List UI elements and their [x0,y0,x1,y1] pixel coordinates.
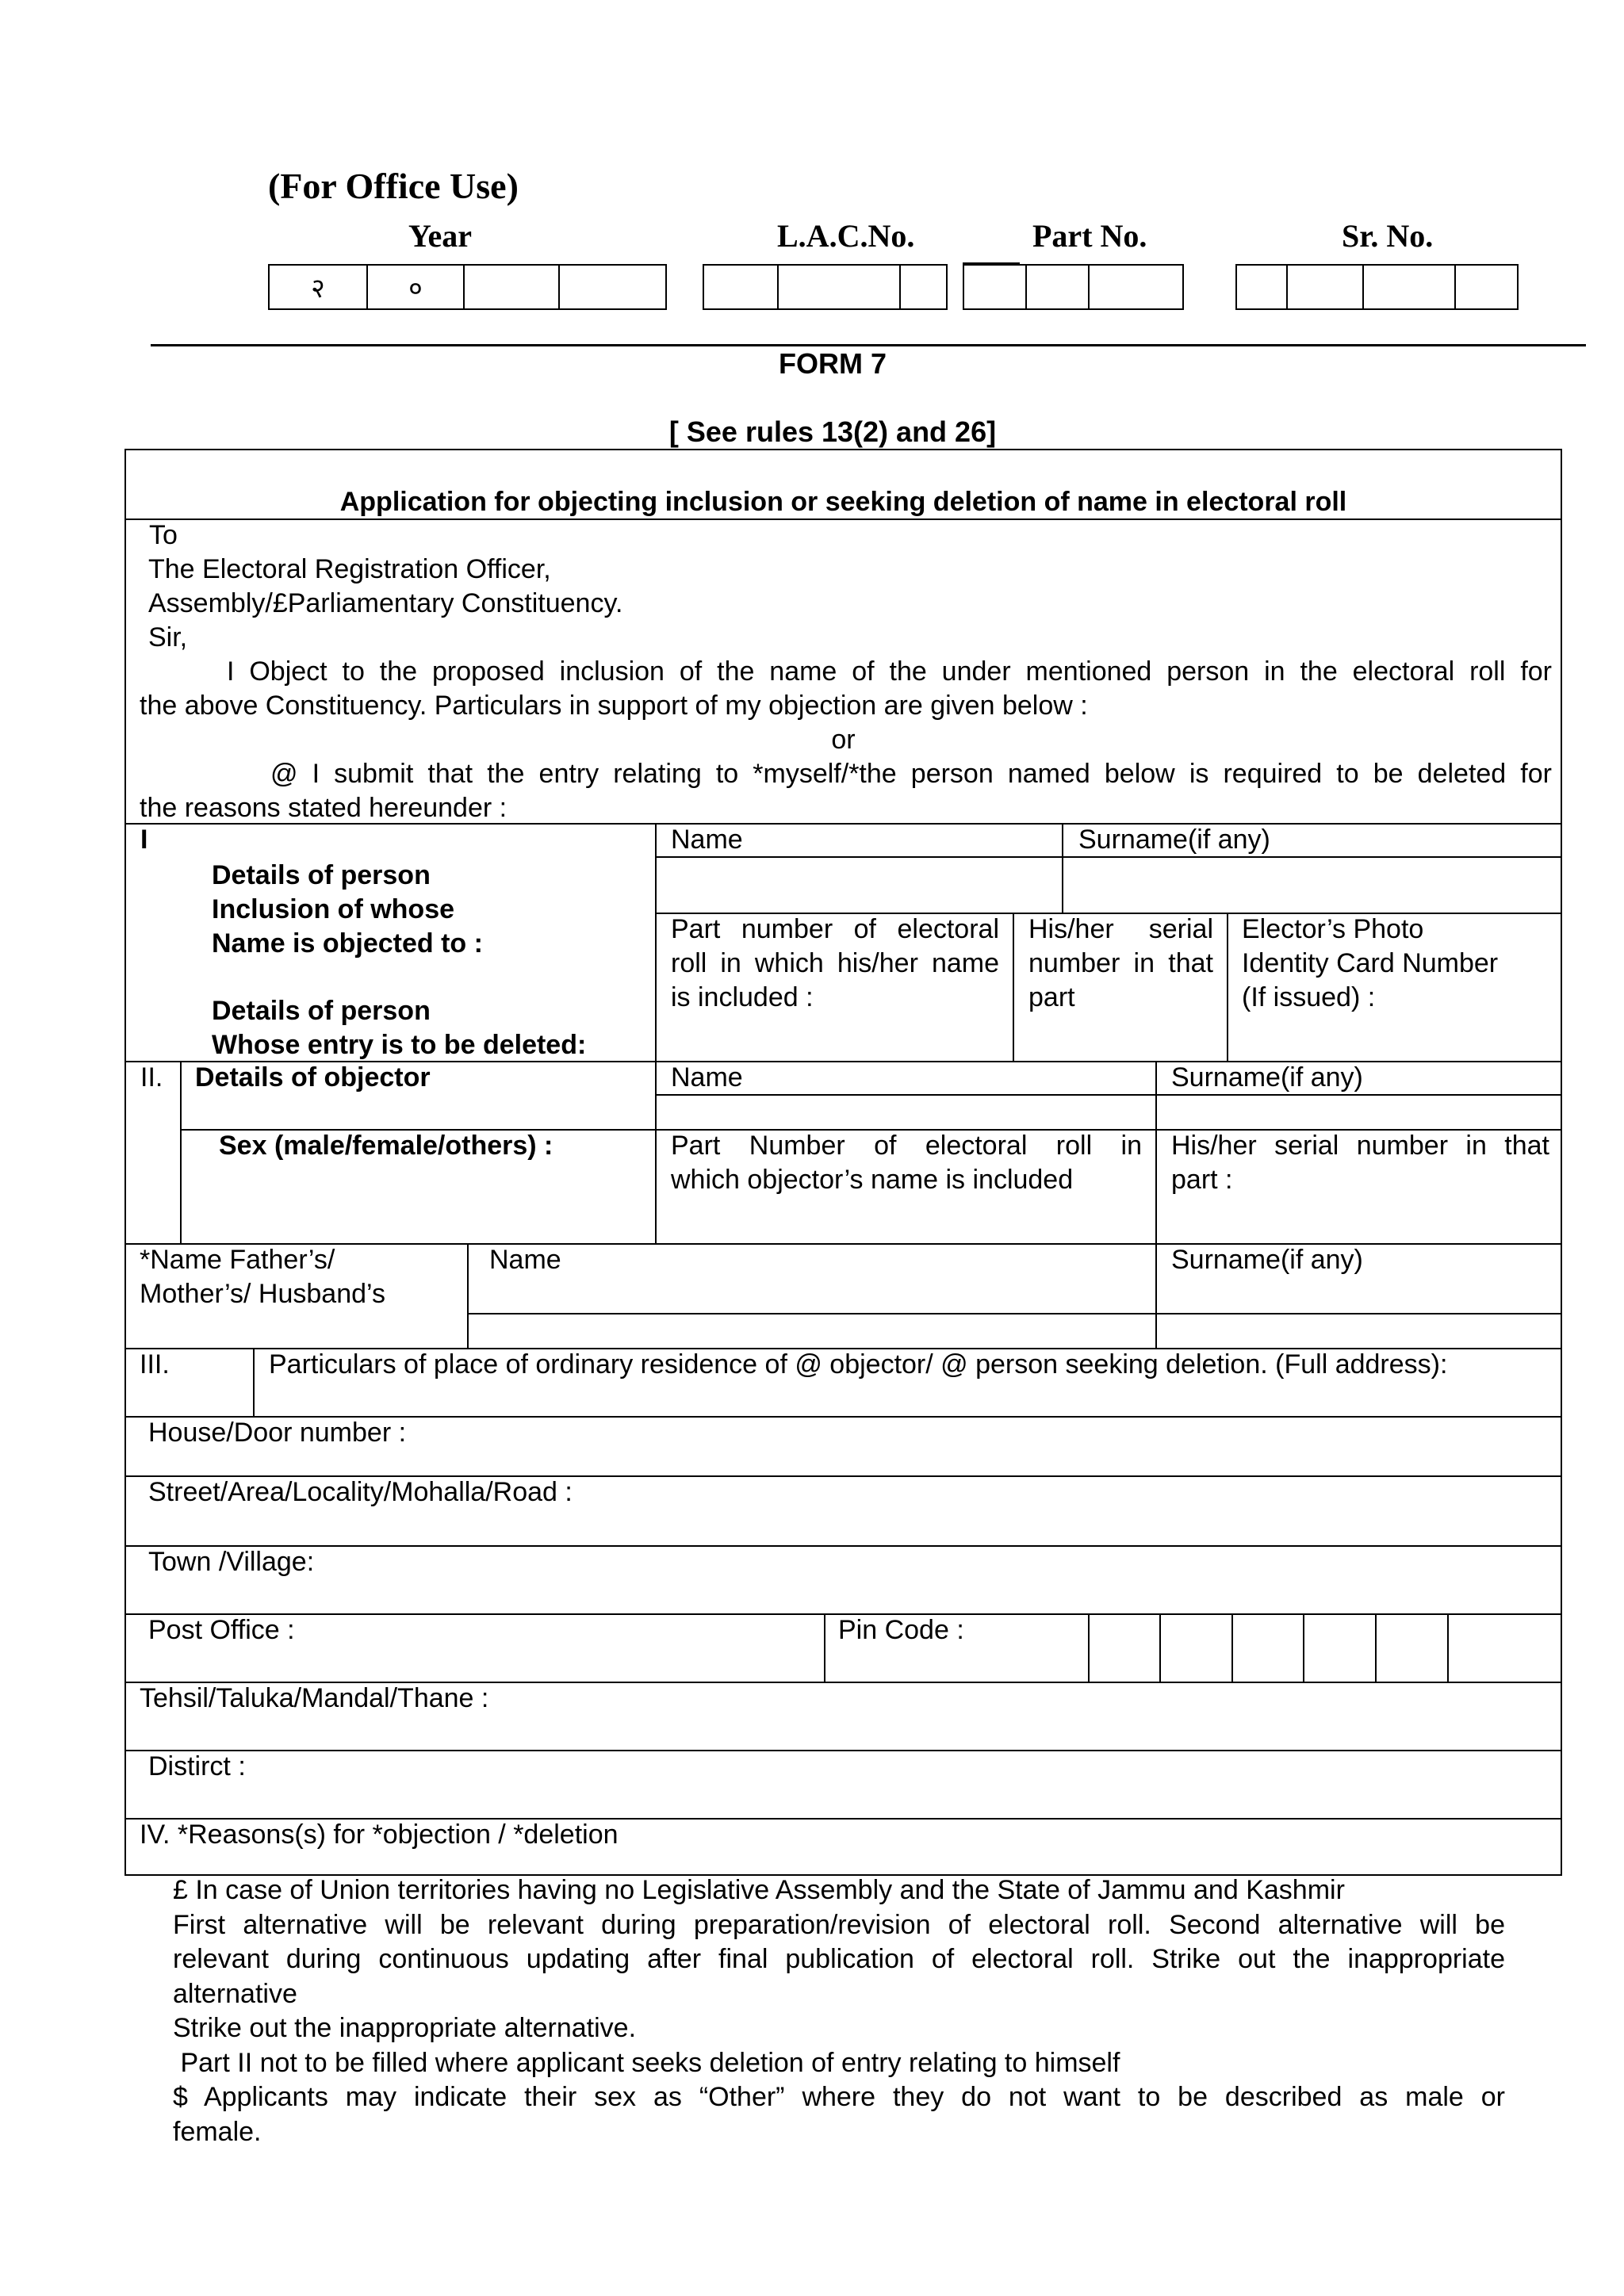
lac-digit-box[interactable] [779,266,901,308]
rules-reference: [ See rules 13(2) and 26] [668,415,997,448]
relative-label-cont: Mother’s/ Husband’s [140,1279,385,1309]
header-divider [151,344,1586,346]
office-use-title: (For Office Use) [268,166,519,206]
lac-digit-box[interactable] [704,266,779,308]
rule-line [126,1750,1561,1751]
form-number: FORM 7 [778,347,887,380]
section-1-numeral: I [140,825,148,855]
officer-label: The Electoral Registration Officer, [148,554,551,584]
objection-statement: I Object to the proposed inclusion of the name of the under mentioned person in the electoral roll for [227,656,1552,687]
col-line [180,1061,182,1190]
relative-name-field[interactable] [469,1314,1154,1346]
section-1-label: Details of person [212,996,431,1026]
deletion-statement-cont: the reasons stated hereunder : [140,793,508,823]
serial-digit-box[interactable] [1456,266,1517,308]
objector-name-label: Name [671,1062,743,1093]
person-surname-label: Surname(if any) [1078,825,1270,855]
part-number-label[interactable]: Part number of electoral roll in which his/her name is included : [671,914,999,1012]
town-village-label[interactable]: Town /Village: [148,1547,315,1577]
objector-surname-field[interactable] [1157,1096,1559,1127]
section-1-label: Whose entry is to be deleted: [212,1030,587,1060]
form-table [124,449,1562,1876]
footnote-line: Part II not to be filled where applicant seeks deletion of entry relating to himself [173,2047,1120,2078]
objector-part-label-cont: which objector’s name is included [671,1165,1074,1195]
footnotes [173,1873,1505,2149]
objector-serial-label-cont: part : [1171,1165,1233,1195]
serial-number-boxes[interactable] [1235,264,1519,310]
relative-surname-field[interactable] [1157,1314,1559,1346]
serial-number-label[interactable]: His/her serial number in that part [1028,914,1213,1012]
col-line [824,1613,825,1682]
year-digit-box: २ [270,266,368,308]
salutation: Sir, [148,622,188,652]
person-name-label: Name [671,825,743,855]
street-label[interactable]: Street/Area/Locality/Mohalla/Road : [148,1477,573,1507]
serial-digit-box[interactable] [1288,266,1364,308]
lac-digit-box[interactable] [901,266,946,308]
serial-digit-box[interactable] [1364,266,1456,308]
reasons-label[interactable]: IV. *Reasons(s) for *objection / *deletion [140,1820,619,1850]
year-digit-box: ० [368,266,465,308]
year-label: Year [408,218,472,254]
section-1-label: Details of person [212,860,431,890]
year-boxes[interactable] [268,264,667,310]
year-digit-box[interactable] [560,266,665,308]
lac-number-boxes[interactable] [703,264,948,310]
col-line [1227,913,1228,1061]
epic-label: (If issued) : [1242,982,1376,1012]
col-line [180,1190,182,1243]
footnote-line: alternative [173,1978,297,2009]
part-digit-box[interactable] [964,266,1027,308]
lac-number-label: L.A.C.No. [777,218,915,254]
rule-line [126,519,1561,520]
form-title: Application for objecting inclusion or seeking deletion of name in electoral roll [339,487,1347,517]
person-name-field[interactable] [657,858,1060,911]
part-number-boxes[interactable] [963,264,1184,310]
pin-code-label: Pin Code : [838,1615,964,1645]
col-line [253,1348,255,1416]
objector-surname-label: Surname(if any) [1171,1062,1363,1093]
relative-label: *Name Father’s/ [140,1245,335,1275]
relative-name-label: Name [489,1245,561,1275]
objector-sex-label[interactable]: Sex (male/female/others) : [219,1131,553,1161]
rule-line [126,1545,1561,1547]
epic-label: Identity Card Number [1242,948,1499,978]
footnote-line: $ Applicants may indicate their sex as “Other” where they do not want to be described as male or [173,2082,1505,2112]
year-digit-box[interactable] [465,266,560,308]
post-office-label[interactable]: Post Office : [148,1615,295,1645]
part-number-label: Part No. [1032,218,1147,254]
footnote-line: £ In case of Union territories having no Legislative Assembly and the State of Jammu and Kashmir [173,1875,1345,1905]
objector-part-label[interactable]: Part Number of electoral roll in [671,1131,1142,1161]
to-label: To [149,520,178,550]
part-digit-box[interactable] [1027,266,1090,308]
section-1-label: Inclusion of whose [212,894,455,924]
objector-serial-label[interactable]: His/her serial number in that [1171,1131,1549,1161]
footnote-line: relevant during continuous updating after final publication of electoral roll. Strike out the inappropriate [173,1944,1505,1974]
objector-name-field[interactable] [657,1096,1154,1127]
serial-digit-box[interactable] [1237,266,1288,308]
serial-number-label: Sr. No. [1342,218,1434,254]
deletion-statement: @ I submit that the entry relating to *myself/*the person named below is required to be deleted for [270,759,1552,789]
district-label[interactable]: Distirct : [148,1751,246,1781]
footnote-line: female. [173,2116,262,2147]
pin-code-boxes[interactable] [1090,1615,1557,1680]
objector-details-label: Details of objector [195,1062,431,1093]
part-digit-box[interactable] [1090,266,1182,308]
col-line [1155,1190,1157,1243]
footnote-line: First alternative will be relevant during preparation/revision of electoral roll. Second alternative will be [173,1909,1505,1940]
or-separator: or [831,725,856,755]
relative-surname-label: Surname(if any) [1171,1245,1363,1275]
rule-line [126,823,1561,825]
section-3-numeral: III. [140,1349,170,1380]
col-line [1013,913,1014,1061]
epic-label[interactable]: Elector’s Photo [1242,914,1424,944]
constituency-label: Assembly/£Parliamentary Constituency. [148,588,623,618]
section-1-label: Name is objected to : [212,928,483,959]
residence-title: Particulars of place of ordinary residence of @ objector/ @ person seeking deletion. (Full address): [269,1349,1448,1380]
person-surname-field[interactable] [1063,858,1559,911]
col-line [655,1190,657,1243]
section-2-numeral: II. [140,1062,163,1093]
house-number-label[interactable]: House/Door number : [148,1418,407,1448]
objection-statement-cont: the above Constituency. Particulars in support of my objection are given below : [140,691,1088,721]
footnote-line: Strike out the inappropriate alternative. [173,2013,637,2043]
tehsil-label[interactable]: Tehsil/Taluka/Mandal/Thane : [140,1683,489,1713]
